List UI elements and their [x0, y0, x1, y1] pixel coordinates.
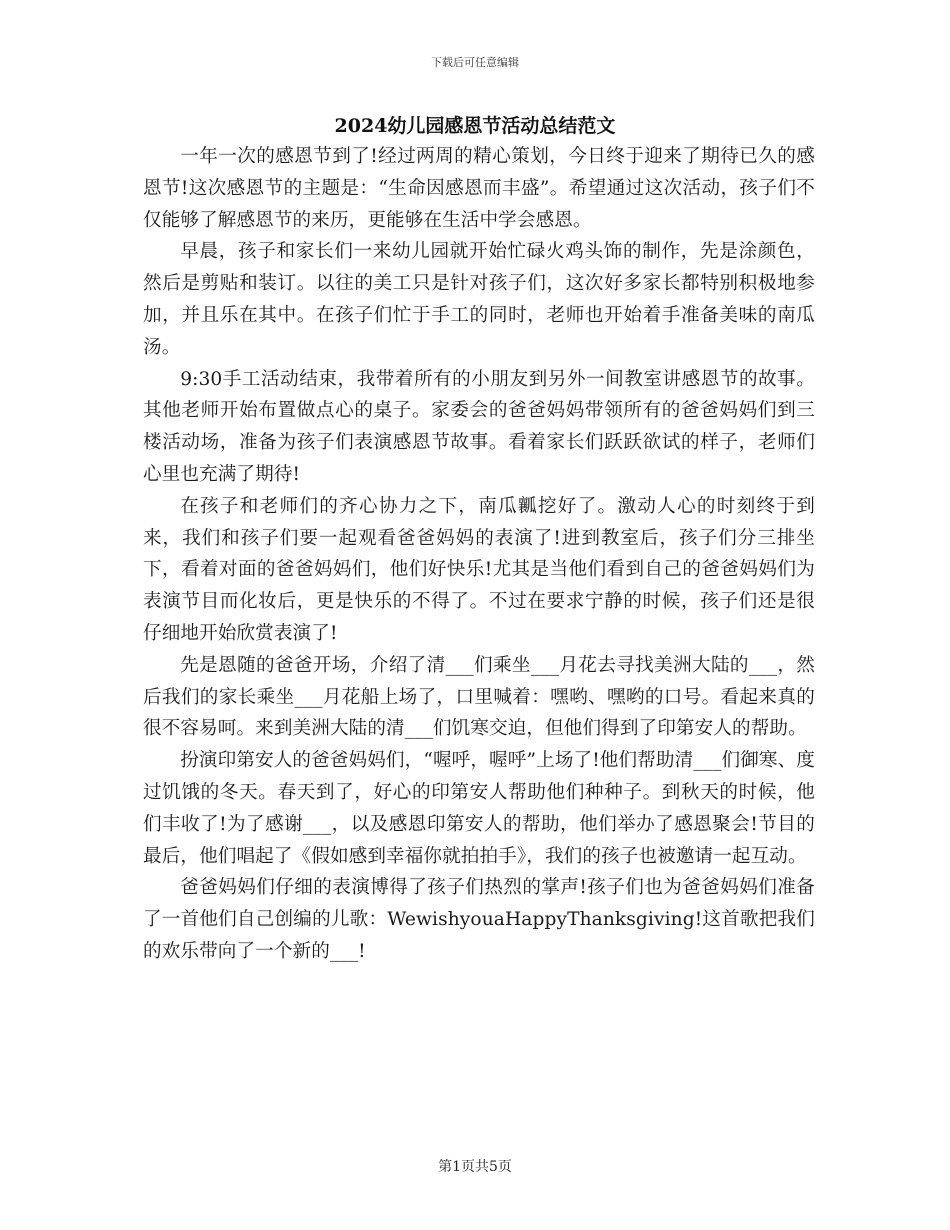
paragraph-children-song: 爸爸妈妈们仔细的表演博得了孩子们热烈的掌声!孩子们也为爸爸妈妈们准备了一首他们自己创编的儿歌：WewishyouaHappyThanksgiving!这首歌把我们的欢乐带向了一个新的___! — [143, 877, 815, 962]
page-number: 第1页共5页 — [438, 1159, 512, 1175]
paragraph-performance-start: 在孩子和老师们的齐心协力之下，南瓜瓤挖好了。激动人心的时刻终于到来，我们和孩子们要一起观看爸爸妈妈的表演了!进到教室后，孩子们分三排坐下，看着对面的爸爸妈妈们，他们好快乐!尤其是当他们看到自己的爸爸妈妈们为表演节目而化妆后，更是快乐的不得了。不过在要求宁静的时候，孩子们还是很仔细地开始欣赏表演了! — [143, 495, 815, 644]
document-body — [143, 141, 815, 968]
paragraph-native-americans: 扮演印第安人的爸爸妈妈们，“喔呼，喔呼”上场了!他们帮助清___们御寒、度过饥饿的冬天。春天到了，好心的印第安人帮助他们种种子。到秋天的时候，他们丰收了!为了感谢___，以及感恩印第安人的帮助，他们举办了感恩聚会!节目的最后，他们唱起了《假如感到幸福你就拍拍手》，我们的孩子也被邀请一起互动。 — [143, 750, 815, 867]
page-header-note: 下载后可任意编辑 — [431, 56, 519, 69]
document-title: 2024幼儿园感恩节活动总结范文 — [334, 115, 616, 137]
paragraph-intro: 一年一次的感恩节到了!经过两周的精心策划，今日终于迎来了期待已久的感恩节!这次感恩节的主题是：“生命因感恩而丰盛”。希望通过这次活动，孩子们不仅能够了解感恩节的来历，更能够在生活中学会感恩。 — [143, 146, 815, 231]
paragraph-story-time: 9:30手工活动结束，我带着所有的小朋友到另外一间教室讲感恩节的故事。其他老师开始布置做点心的桌子。家委会的爸爸妈妈带领所有的爸爸妈妈们到三楼活动场，准备为孩子们表演感恩节故事。看着家长们跃跃欲试的样子，老师们心里也充满了期待! — [143, 368, 815, 485]
paragraph-morning-crafts: 早晨，孩子和家长们一来幼儿园就开始忙碌火鸡头饰的制作，先是涂颜色，然后是剪贴和装订。以往的美工只是针对孩子们，这次好多家长都特别积极地参加，并且乐在其中。在孩子们忙于手工的同时，老师也开始着手准备美味的南瓜汤。 — [143, 241, 815, 358]
paragraph-pilgrims-voyage: 先是恩随的爸爸开场，介绍了清___们乘坐___月花去寻找美洲大陆的___，然后我们的家长乘坐___月花船上场了，口里喊着：嘿哟、嘿哟的口号。看起来真的很不容易呵。来到美洲大陆的清___们饥寒交迫，但他们得到了印第安人的帮助。 — [143, 654, 815, 740]
